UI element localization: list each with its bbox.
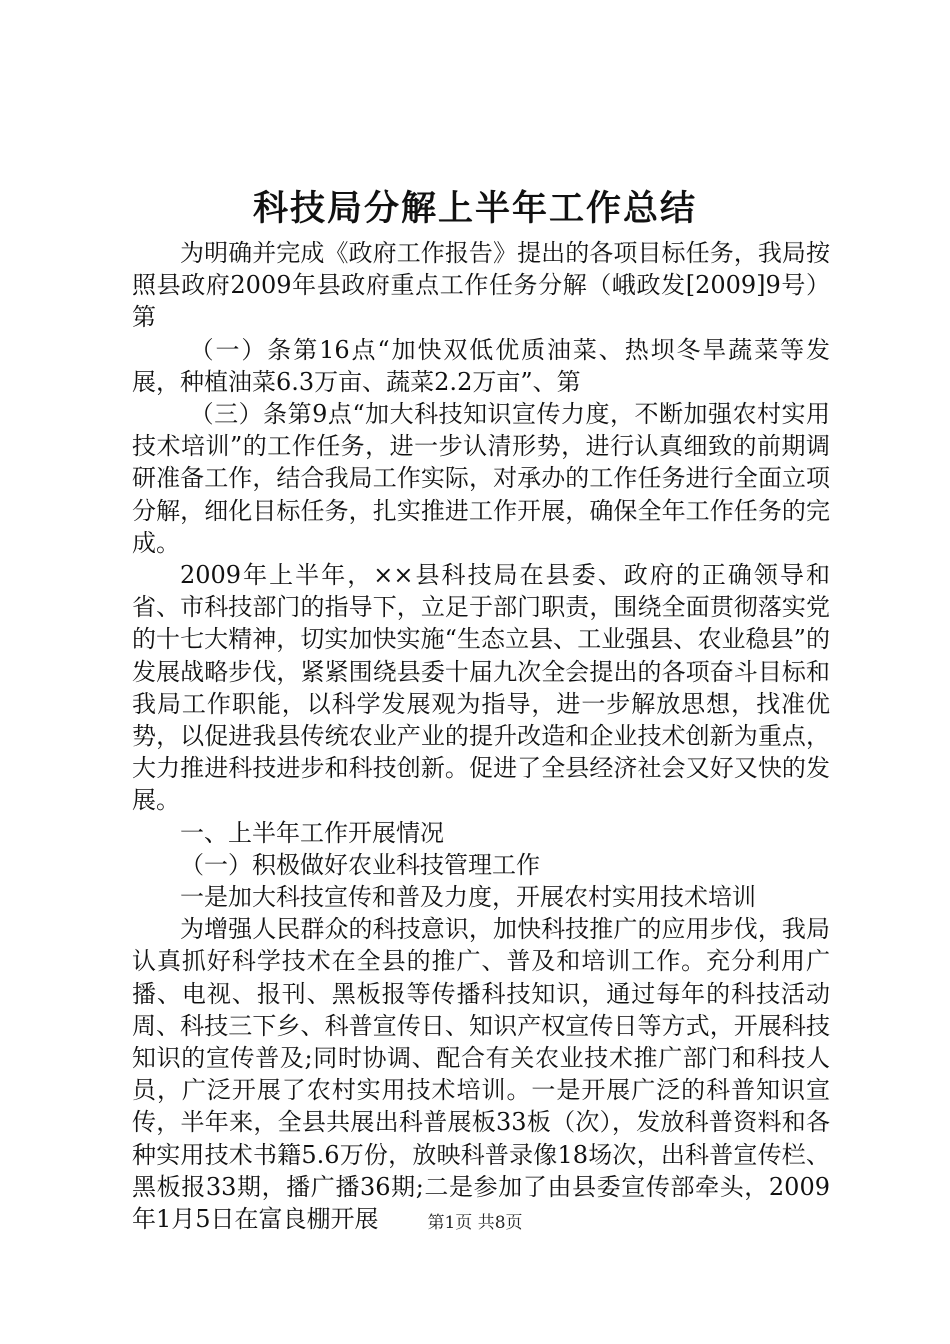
page-footer: 第1页 共8页 [427, 1213, 523, 1233]
document-title: 科技局分解上半年工作总结 [252, 188, 697, 229]
subtopic-heading: 一是加大科技宣传和普及力度，开展农村实用技术培训 [180, 883, 756, 912]
paragraph-item-three: （三）条第9点“加大科技知识宣传力度，不断加强农村实用技术培训”的工作任务，进一步认清形势，进行认真细致的前期调研准备工作，结合我局工作实际，对承办的工作任务进行全面立项分解，细化目标任务，扎实推进工作开展，确保全年工作任务的完成。 [132, 400, 830, 557]
section-heading: 一、上半年工作开展情况 [180, 818, 444, 847]
paragraph-item-one: （一）条第16点“加快双低优质油菜、热坝冬旱蔬菜等发展，种植油菜6.3万亩、蔬菜2.2万亩”、第 [132, 335, 830, 396]
subsection-heading: （一）积极做好农业科技管理工作 [180, 850, 540, 879]
paragraph-intro: 为明确并完成《政府工作报告》提出的各项目标任务，我局按照县政府2009年县政府重点工作任务分解（峨政发[2009]9号）第 [132, 239, 830, 332]
paragraph-training: 为增强人民群众的科技意识，加快科技推广的应用步伐，我局认真抓好科学技术在全县的推广、普及和培训工作。充分利用广播、电视、报刊、黑板报等传播科技知识，通过每年的科技活动周、科技三下乡、科普宣传日、知识产权宣传日等方式，开展科技知识的宣传普及;同时协调、配合有关农业技术推广部门和科技人员，广泛开展了农村实用技术培训。一是开展广泛的科普知识宣传，半年来，全县共展出科普展板33板（次），发放科普资料和各种实用技术书籍5.6万份，放映科普录像18场次，出科普宣传栏、黑板报33期，播广播36期;二是参加了由县委宣传部牵头，2009年1月5日在富良棚开展 [132, 915, 830, 1234]
paragraph-overview: 2009年上半年，××县科技局在县委、政府的正确领导和省、市科技部门的指导下，立足于部门职责，围绕全面贯彻落实党的十七大精神，切实加快实施“生态立县、工业强县、农业稳县”的发展战略步伐，紧紧围绕县委十届九次全会提出的各项奋斗目标和我局工作职能，以科学发展观为指导，进一步解放思想，找准优势，以促进我县传统农业产业的提升改造和企业技术创新为重点，大力推进科技进步和科技创新。促进了全县经济社会又好又快的发展。 [132, 561, 830, 815]
document-body [132, 237, 830, 1235]
